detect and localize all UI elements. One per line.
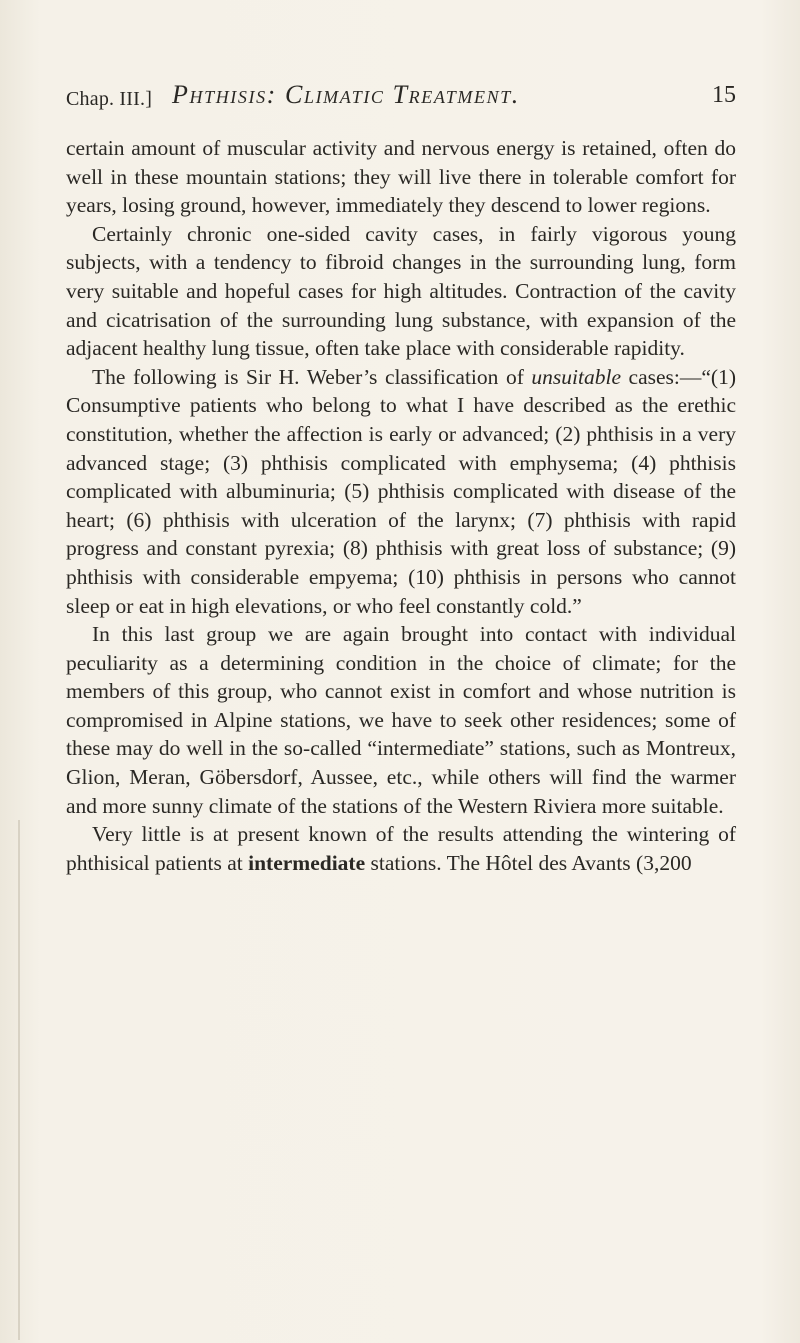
paragraph-text: Very little is at present known of the results attending the wintering of phthisical patients at: [66, 822, 736, 875]
paragraph-text: cases:—“(1) Consumptive patients who belong to what I have described as the erethic constitution, whether the affection is early or advanced; (2) phthisis in a very advanced stage; (3) phthisis complicated with emphysema; (4) phthisis complicated with albuminuria; (5) phthisis complicated with disease of the heart; (6) phthisis with ulceration of the larynx; (7) phthisis with rapid progress and constant pyrexia; (8) phthisis with great loss of substance; (9) phthisis with considerable empyema; (10) phthisis in persons who cannot sleep or eat in high elevations, or who feel constantly cold.”: [66, 364, 736, 618]
chapter-marker: Chap. III.]: [66, 88, 153, 110]
emphasis-intermediate: intermediate: [248, 850, 366, 875]
paragraph-weber-classification: [66, 363, 736, 620]
body-text: [66, 134, 736, 877]
paragraph-intermediate-stations: In this last group we are again brought into contact with individual peculiarity as a determining condition in the choice of climate; for the members of this group, who cannot exist in comfort and whose nutrition is compromised in Alpine stations, we have to seek other residences; some of these may do well in the so-called “intermediate” stations, such as Montreux, Glion, Meran, Göbersdorf, Aussee, etc., while others will find the warmer and more sunny climate of the stations of the Western Riviera more suitable.: [66, 622, 736, 818]
paragraph-results: [66, 820, 736, 877]
page-number: 15: [712, 82, 736, 108]
paragraph-cavity-cases: Certainly chronic one-sided cavity cases, in fairly vigorous young subjects, with a tendency to fibroid changes in the surrounding lung, form very suitable and hopeful cases for high altitudes. Contraction of the cavity and cicatrisation of the surrounding lung substance, with expansion of the adjacent healthy lung tissue, often take place with considerable rapidity.: [66, 221, 736, 361]
paragraph-text: stations. The Hôtel des Avants (3,200: [365, 850, 692, 875]
running-title: Phthisis: Climatic Treatment.: [172, 80, 520, 109]
page-gutter-shadow: [18, 820, 20, 1340]
paragraph-continued: certain amount of muscular activity and nervous energy is retained, often do well in these mountain stations; they will live there in tolerable comfort for years, losing ground, however, immediately they descend to lower regions.: [66, 136, 736, 218]
page-header: [66, 78, 736, 118]
paragraph-text: The following is Sir H. Weber’s classification of: [92, 364, 532, 389]
emphasis-unsuitable: unsuitable: [531, 364, 621, 389]
